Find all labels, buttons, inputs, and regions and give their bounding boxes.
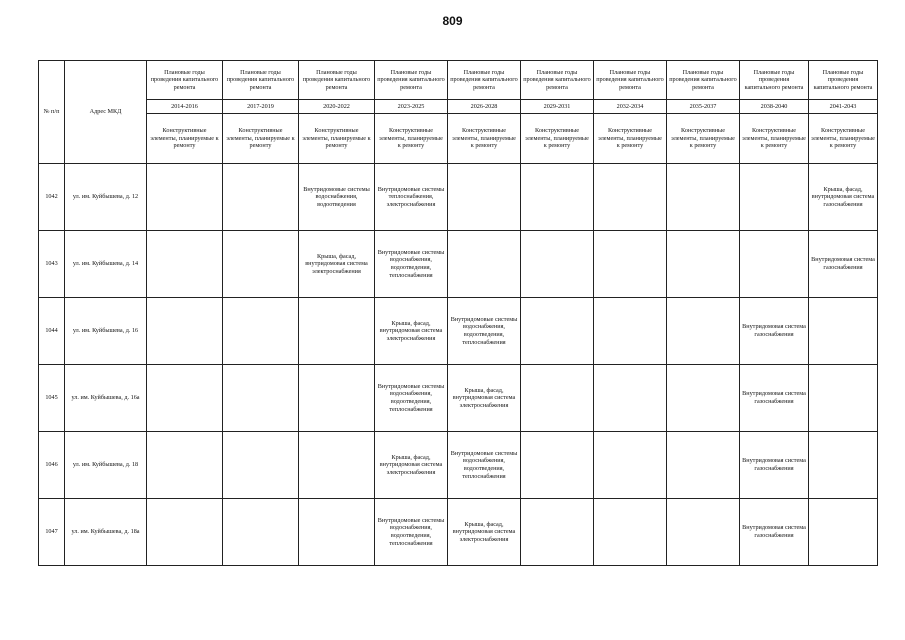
work-cell: Крыша, фасад, внутридомовая система электроснабжения — [299, 231, 375, 298]
table-body — [39, 164, 878, 566]
row-number: 1044 — [39, 298, 65, 365]
work-cell: Крыша, фасад, внутридомовая система электроснабжения — [375, 432, 448, 499]
work-cell — [147, 365, 223, 432]
work-cell — [448, 231, 521, 298]
table-header — [39, 61, 878, 164]
capital-repair-table — [38, 60, 878, 566]
header-elements: Конструктивные элементы, планируемые к ремонту — [740, 114, 809, 164]
work-cell — [594, 164, 667, 231]
header-period-title: Плановые годы проведения капитального ремонта — [375, 61, 448, 100]
header-elements: Конструктивные элементы, планируемые к ремонту — [375, 114, 448, 164]
row-address: ул. им. Куйбышева, д. 12 — [65, 164, 147, 231]
header-period-title: Плановые годы проведения капитального ремонта — [521, 61, 594, 100]
header-years: 2035-2037 — [667, 100, 740, 114]
header-row-period — [39, 61, 878, 100]
work-cell — [299, 499, 375, 566]
work-cell — [223, 365, 299, 432]
row-address: ул. им. Куйбышева, д. 16а — [65, 365, 147, 432]
work-cell — [299, 365, 375, 432]
header-elements: Конструктивные элементы, планируемые к ремонту — [223, 114, 299, 164]
work-cell — [809, 432, 878, 499]
work-cell — [147, 432, 223, 499]
header-row-years — [39, 100, 878, 114]
work-cell: Внутридомовые системы водоснабжения, водоотведения, теплоснабжения — [448, 432, 521, 499]
work-cell: Внутридомовые системы водоснабжения, водоотведения, теплоснабжения — [448, 298, 521, 365]
work-cell — [667, 231, 740, 298]
work-cell: Крыша, фасад, внутридомовая система электроснабжения — [448, 365, 521, 432]
row-number: 1043 — [39, 231, 65, 298]
header-period-title: Плановые годы проведения капитального ремонта — [740, 61, 809, 100]
work-cell — [667, 164, 740, 231]
work-cell: Внутридомовые системы теплоснабжения, электроснабжения — [375, 164, 448, 231]
work-cell: Внутридомовые системы водоснабжения, водоотведения, теплоснабжения — [375, 365, 448, 432]
work-cell — [740, 164, 809, 231]
table-row — [39, 432, 878, 499]
table-row — [39, 164, 878, 231]
table-row — [39, 365, 878, 432]
work-cell — [147, 499, 223, 566]
row-number: 1045 — [39, 365, 65, 432]
row-number: 1046 — [39, 432, 65, 499]
work-cell — [594, 298, 667, 365]
header-period-title: Плановые годы проведения капитального ремонта — [147, 61, 223, 100]
header-elements: Конструктивные элементы, планируемые к ремонту — [521, 114, 594, 164]
header-years: 2026-2028 — [448, 100, 521, 114]
work-cell — [594, 231, 667, 298]
work-cell — [809, 298, 878, 365]
header-years: 2032-2034 — [594, 100, 667, 114]
row-number: 1047 — [39, 499, 65, 566]
work-cell: Крыша, фасад, внутридомовая система газоснабжения — [809, 164, 878, 231]
work-cell — [147, 298, 223, 365]
work-cell — [223, 298, 299, 365]
work-cell — [448, 164, 521, 231]
work-cell — [521, 231, 594, 298]
work-cell — [521, 298, 594, 365]
work-cell — [521, 164, 594, 231]
table-row — [39, 298, 878, 365]
work-cell — [299, 298, 375, 365]
header-years: 2017-2019 — [223, 100, 299, 114]
work-cell — [667, 365, 740, 432]
work-cell — [594, 432, 667, 499]
header-years: 2020-2022 — [299, 100, 375, 114]
header-period-title: Плановые годы проведения капитального ремонта — [299, 61, 375, 100]
header-elements: Конструктивные элементы, планируемые к ремонту — [448, 114, 521, 164]
header-elements: Конструктивные элементы, планируемые к ремонту — [809, 114, 878, 164]
work-cell: Внутридомовая система газоснабжения — [740, 298, 809, 365]
header-elements: Конструктивные элементы, планируемые к ремонту — [594, 114, 667, 164]
header-period-title: Плановые годы проведения капитального ремонта — [223, 61, 299, 100]
row-address: ул. им. Куйбышева, д. 14 — [65, 231, 147, 298]
work-cell — [223, 499, 299, 566]
header-years: 2023-2025 — [375, 100, 448, 114]
header-address: Адрес МКД — [65, 61, 147, 164]
work-cell — [809, 365, 878, 432]
work-cell — [667, 499, 740, 566]
work-cell — [809, 499, 878, 566]
work-cell — [223, 164, 299, 231]
work-cell — [147, 164, 223, 231]
header-elements: Конструктивные элементы, планируемые к ремонту — [299, 114, 375, 164]
work-cell — [521, 499, 594, 566]
work-cell: Внутридомовые системы водоснабжения, водоотведения, теплоснабжения — [375, 231, 448, 298]
header-years: 2038-2040 — [740, 100, 809, 114]
header-years: 2014-2016 — [147, 100, 223, 114]
work-cell — [299, 432, 375, 499]
work-cell: Внутридомовая система газоснабжения — [740, 499, 809, 566]
work-cell — [667, 298, 740, 365]
page-number: 809 — [442, 14, 463, 28]
row-address: ул. им. Куйбышева, д. 18 — [65, 432, 147, 499]
work-cell — [740, 231, 809, 298]
work-cell: Крыша, фасад, внутридомовая система электроснабжения — [375, 298, 448, 365]
table-row — [39, 231, 878, 298]
work-cell: Внутридомовая система газоснабжения — [809, 231, 878, 298]
header-years: 2041-2043 — [809, 100, 878, 114]
header-num: № п/п — [39, 61, 65, 164]
work-cell — [147, 231, 223, 298]
header-years: 2029-2031 — [521, 100, 594, 114]
work-cell: Внутридомовая система газоснабжения — [740, 432, 809, 499]
work-cell — [667, 432, 740, 499]
header-period-title: Плановые годы проведения капитального ремонта — [667, 61, 740, 100]
header-elements: Конструктивные элементы, планируемые к ремонту — [147, 114, 223, 164]
header-row-elements — [39, 114, 878, 164]
row-number: 1042 — [39, 164, 65, 231]
header-period-title: Плановые годы проведения капитального ремонта — [594, 61, 667, 100]
work-cell — [521, 432, 594, 499]
work-cell: Внутридомовая система газоснабжения — [740, 365, 809, 432]
work-cell — [521, 365, 594, 432]
header-elements: Конструктивные элементы, планируемые к ремонту — [667, 114, 740, 164]
work-cell — [594, 499, 667, 566]
header-period-title: Плановые годы проведения капитального ремонта — [809, 61, 878, 100]
work-cell: Крыша, фасад, внутридомовая система электроснабжения — [448, 499, 521, 566]
work-cell — [594, 365, 667, 432]
row-address: ул. им. Куйбышева, д. 18а — [65, 499, 147, 566]
work-cell — [223, 231, 299, 298]
header-period-title: Плановые годы проведения капитального ремонта — [448, 61, 521, 100]
row-address: ул. им. Куйбышева, д. 16 — [65, 298, 147, 365]
work-cell — [223, 432, 299, 499]
work-cell: Внутридомовые системы водоснабжения, водоотведения, теплоснабжения — [375, 499, 448, 566]
table-row — [39, 499, 878, 566]
work-cell: Внутридомовые системы водоснабжения, водоотведения — [299, 164, 375, 231]
